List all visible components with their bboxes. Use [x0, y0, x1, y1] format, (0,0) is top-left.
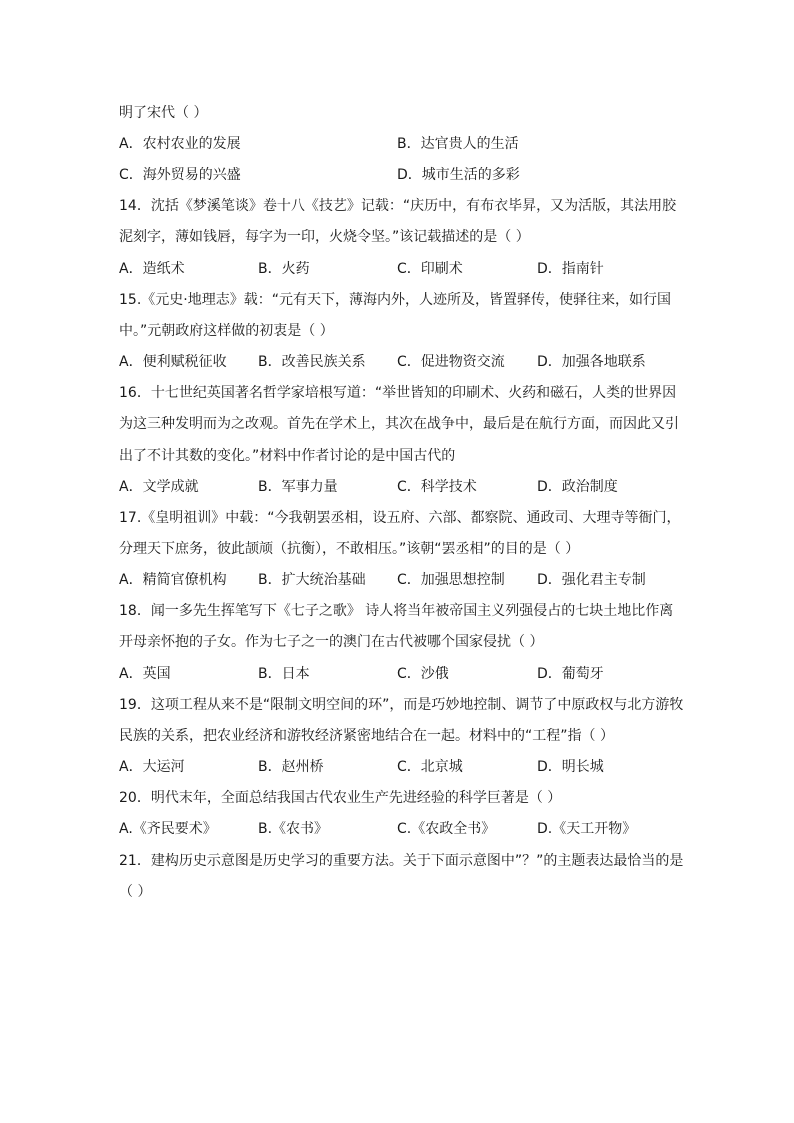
- q17-stem-line1: 17.《皇明祖训》中载：“今我朝罢丞相，设五府、六部、都察院、通政司、大理寺等衙门，: [119, 510, 681, 526]
- q16-option-d: D．政治制度: [537, 479, 618, 495]
- q13-option-d: D．城市生活的多彩: [397, 167, 520, 183]
- q19-option-c: C．北京城: [397, 759, 463, 775]
- q17-option-d: D．强化君主专制: [537, 572, 646, 588]
- q15-stem-line1: 15.《元史·地理志》载：“元有天下，薄海内外，人迹所及，皆置驿传，使驿往来，如行国: [119, 292, 671, 308]
- q20-stem-line1: 20．明代末年，全面总结我国古代农业生产先进经验的科学巨著是（ ）: [119, 790, 562, 806]
- q15-option-b: B．改善民族关系: [258, 354, 366, 370]
- q19-stem-line1: 19．这项工程从来不是“限制文明空间的环”，而是巧妙地控制、调节了中原政权与北方游牧: [119, 697, 684, 713]
- q14-stem-line1: 14．沈括《梦溪笔谈》卷十八《技艺》记载：“庆历中，有布衣毕昇，又为活版，其法用胶: [119, 198, 677, 214]
- q17-option-c: C．加强思想控制: [397, 572, 505, 588]
- q18-option-d: D．葡萄牙: [537, 666, 604, 682]
- q16-option-a: A．文学成就: [119, 479, 199, 495]
- q16-stem-line2: 为这三种发明而为之改观。首先在学术上，其次在战争中，最后是在航行方面，而因此又引: [119, 416, 679, 432]
- q21-stem-line1: 21．建构历史示意图是历史学习的重要方法。关于下面示意图中”？”的主题表达最恰当的是: [119, 853, 684, 869]
- q19-option-d: D．明长城: [537, 759, 604, 775]
- q14-option-c: C．印刷术: [397, 261, 463, 277]
- q14-option-a: A．造纸术: [119, 261, 185, 277]
- q14-option-b: B．火药: [258, 261, 310, 277]
- q16-stem-line1: 16．十七世纪英国著名哲学家培根写道：“举世皆知的印刷术、火药和磁石，人类的世界因: [119, 385, 677, 401]
- q17-stem-line2: 分理天下庶务，彼此颉颃（抗衡），不敢相压。”该朝“罢丞相”的目的是（ ）: [119, 541, 580, 557]
- q18-stem-line2: 开母亲怀抱的子女。作为七子之一的澳门在古代被哪个国家侵扰（ ）: [119, 634, 544, 650]
- q16-stem-line3: 出了不计其数的变化。”材料中作者讨论的是中国古代的: [119, 448, 456, 464]
- q14-option-d: D．指南针: [537, 261, 604, 277]
- q18-stem-line1: 18．闻一多先生挥笔写下《七子之歌》 诗人将当年被帝国主义列强侵占的七块土地比作离: [119, 603, 674, 619]
- q15-option-a: A．便利赋税征收: [119, 354, 227, 370]
- q18-option-a: A．英国: [119, 666, 171, 682]
- q13-option-b: B．达官贵人的生活: [397, 136, 519, 152]
- q21-stem-line2: （ ）: [119, 884, 152, 900]
- q20-option-d: D.《天工开物》: [537, 821, 637, 837]
- q20-option-c: C.《农政全书》: [397, 821, 496, 837]
- q18-option-b: B．日本: [258, 666, 310, 682]
- q13-option-c: C．海外贸易的兴盛: [119, 167, 241, 183]
- q16-option-c: C．科学技术: [397, 479, 477, 495]
- q15-stem-line2: 中。”元朝政府这样做的初衷是（ ）: [119, 323, 334, 339]
- q19-option-b: B．赵州桥: [258, 759, 324, 775]
- q15-option-c: C．促进物资交流: [397, 354, 505, 370]
- q19-option-a: A．大运河: [119, 759, 185, 775]
- q16-option-b: B．军事力量: [258, 479, 338, 495]
- q13-stem-end: 明了宋代（ ）: [119, 105, 208, 121]
- q17-option-a: A．精简官僚机构: [119, 572, 227, 588]
- q20-option-a: A.《齐民要术》: [119, 821, 217, 837]
- q20-option-b: B.《农书》: [258, 821, 329, 837]
- q13-option-a: A．农村农业的发展: [119, 136, 241, 152]
- q19-stem-line2: 民族的关系，把农业经济和游牧经济紧密地结合在一起。材料中的“工程”指（ ）: [119, 728, 614, 744]
- q17-option-b: B．扩大统治基础: [258, 572, 366, 588]
- q14-stem-line2: 泥刻字，薄如钱唇，每字为一印，火烧令坚。”该记载描述的是（ ）: [119, 229, 530, 245]
- q15-option-d: D．加强各地联系: [537, 354, 646, 370]
- q18-option-c: C．沙俄: [397, 666, 449, 682]
